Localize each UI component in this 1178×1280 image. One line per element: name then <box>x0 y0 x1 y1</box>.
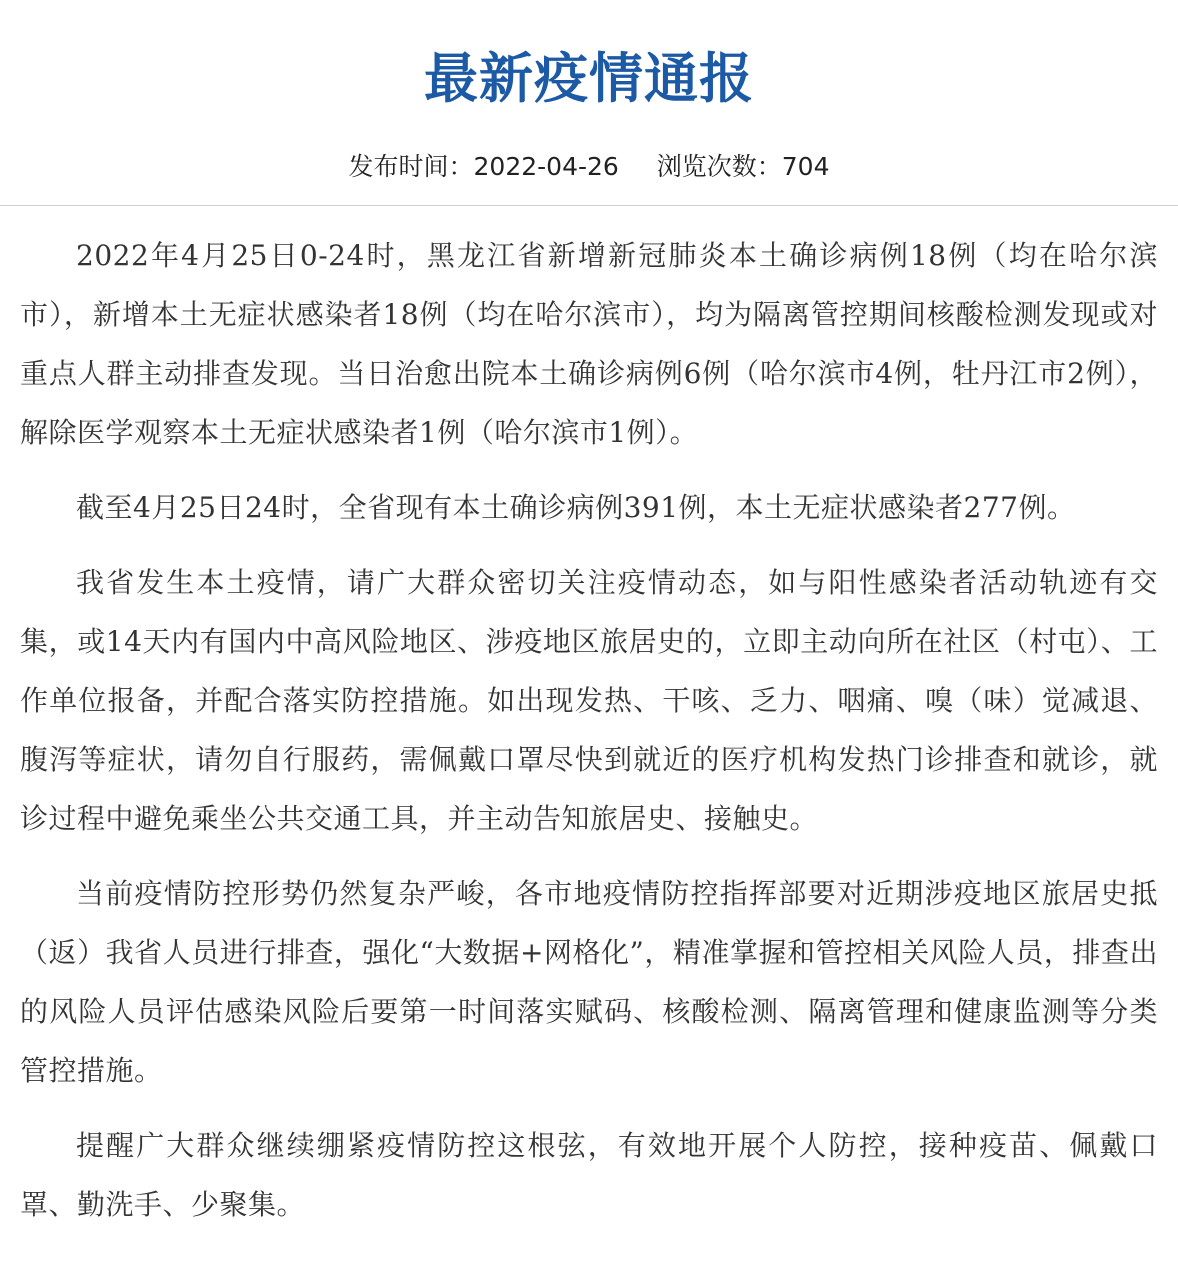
article-paragraph: 当前疫情防控形势仍然复杂严峻，各市地疫情防控指挥部要对近期涉疫地区旅居史抵（返）我省人员进行排查，强化“大数据+网格化”，精准掌握和管控相关风险人员，排查出的风险人员评估感染风险后要第一时间落实赋码、核酸检测、隔离管理和健康监测等分类管控措施。 <box>20 877 1158 1087</box>
page-title: 最新疫情通报 <box>424 47 754 110</box>
views-count: 704 <box>781 152 830 181</box>
article-paragraph: 提醒广大群众继续绷紧疫情防控这根弦，有效地开展个人防控，接种疫苗、佩戴口罩、勤洗手、少聚集。 <box>20 1129 1158 1221</box>
publish-info <box>349 150 619 184</box>
article-paragraph: 我省发生本土疫情，请广大群众密切关注疫情动态，如与阳性感染者活动轨迹有交集，或14天内有国内中高风险地区、涉疫地区旅居史的，立即主动向所在社区（村屯）、工作单位报备，并配合落实防控措施。如出现发热、干咳、乏力、咽痛、嗅（味）觉减退、腹泻等症状，请勿自行服药，需佩戴口罩尽快到就近的医疗机构发热门诊排查和就诊，就诊过程中避免乘坐公共交通工具，并主动告知旅居史、接触史。 <box>20 566 1158 835</box>
publish-label: 发布时间： <box>348 152 474 181</box>
article-paragraph: 2022年4月25日0-24时，黑龙江省新增新冠肺炎本土确诊病例18例（均在哈尔滨市），新增本土无症状感染者18例（均在哈尔滨市），均为隔离管控期间核酸检测发现或对重点人群主动排查发现。当日治愈出院本土确诊病例6例（哈尔滨市4例，牡丹江市2例），解除医学观察本土无症状感染者1例（哈尔滨市1例）。 <box>20 239 1158 449</box>
article-paragraph: 截至4月25日24时，全省现有本土确诊病例391例，本土无症状感染者277例。 <box>76 491 1076 524</box>
article-body <box>0 206 1178 1234</box>
publish-date: 2022-04-26 <box>473 152 619 181</box>
views-info <box>657 150 830 184</box>
article-header <box>0 0 1178 206</box>
views-label: 浏览次数： <box>656 152 782 181</box>
article-meta <box>0 150 1178 184</box>
